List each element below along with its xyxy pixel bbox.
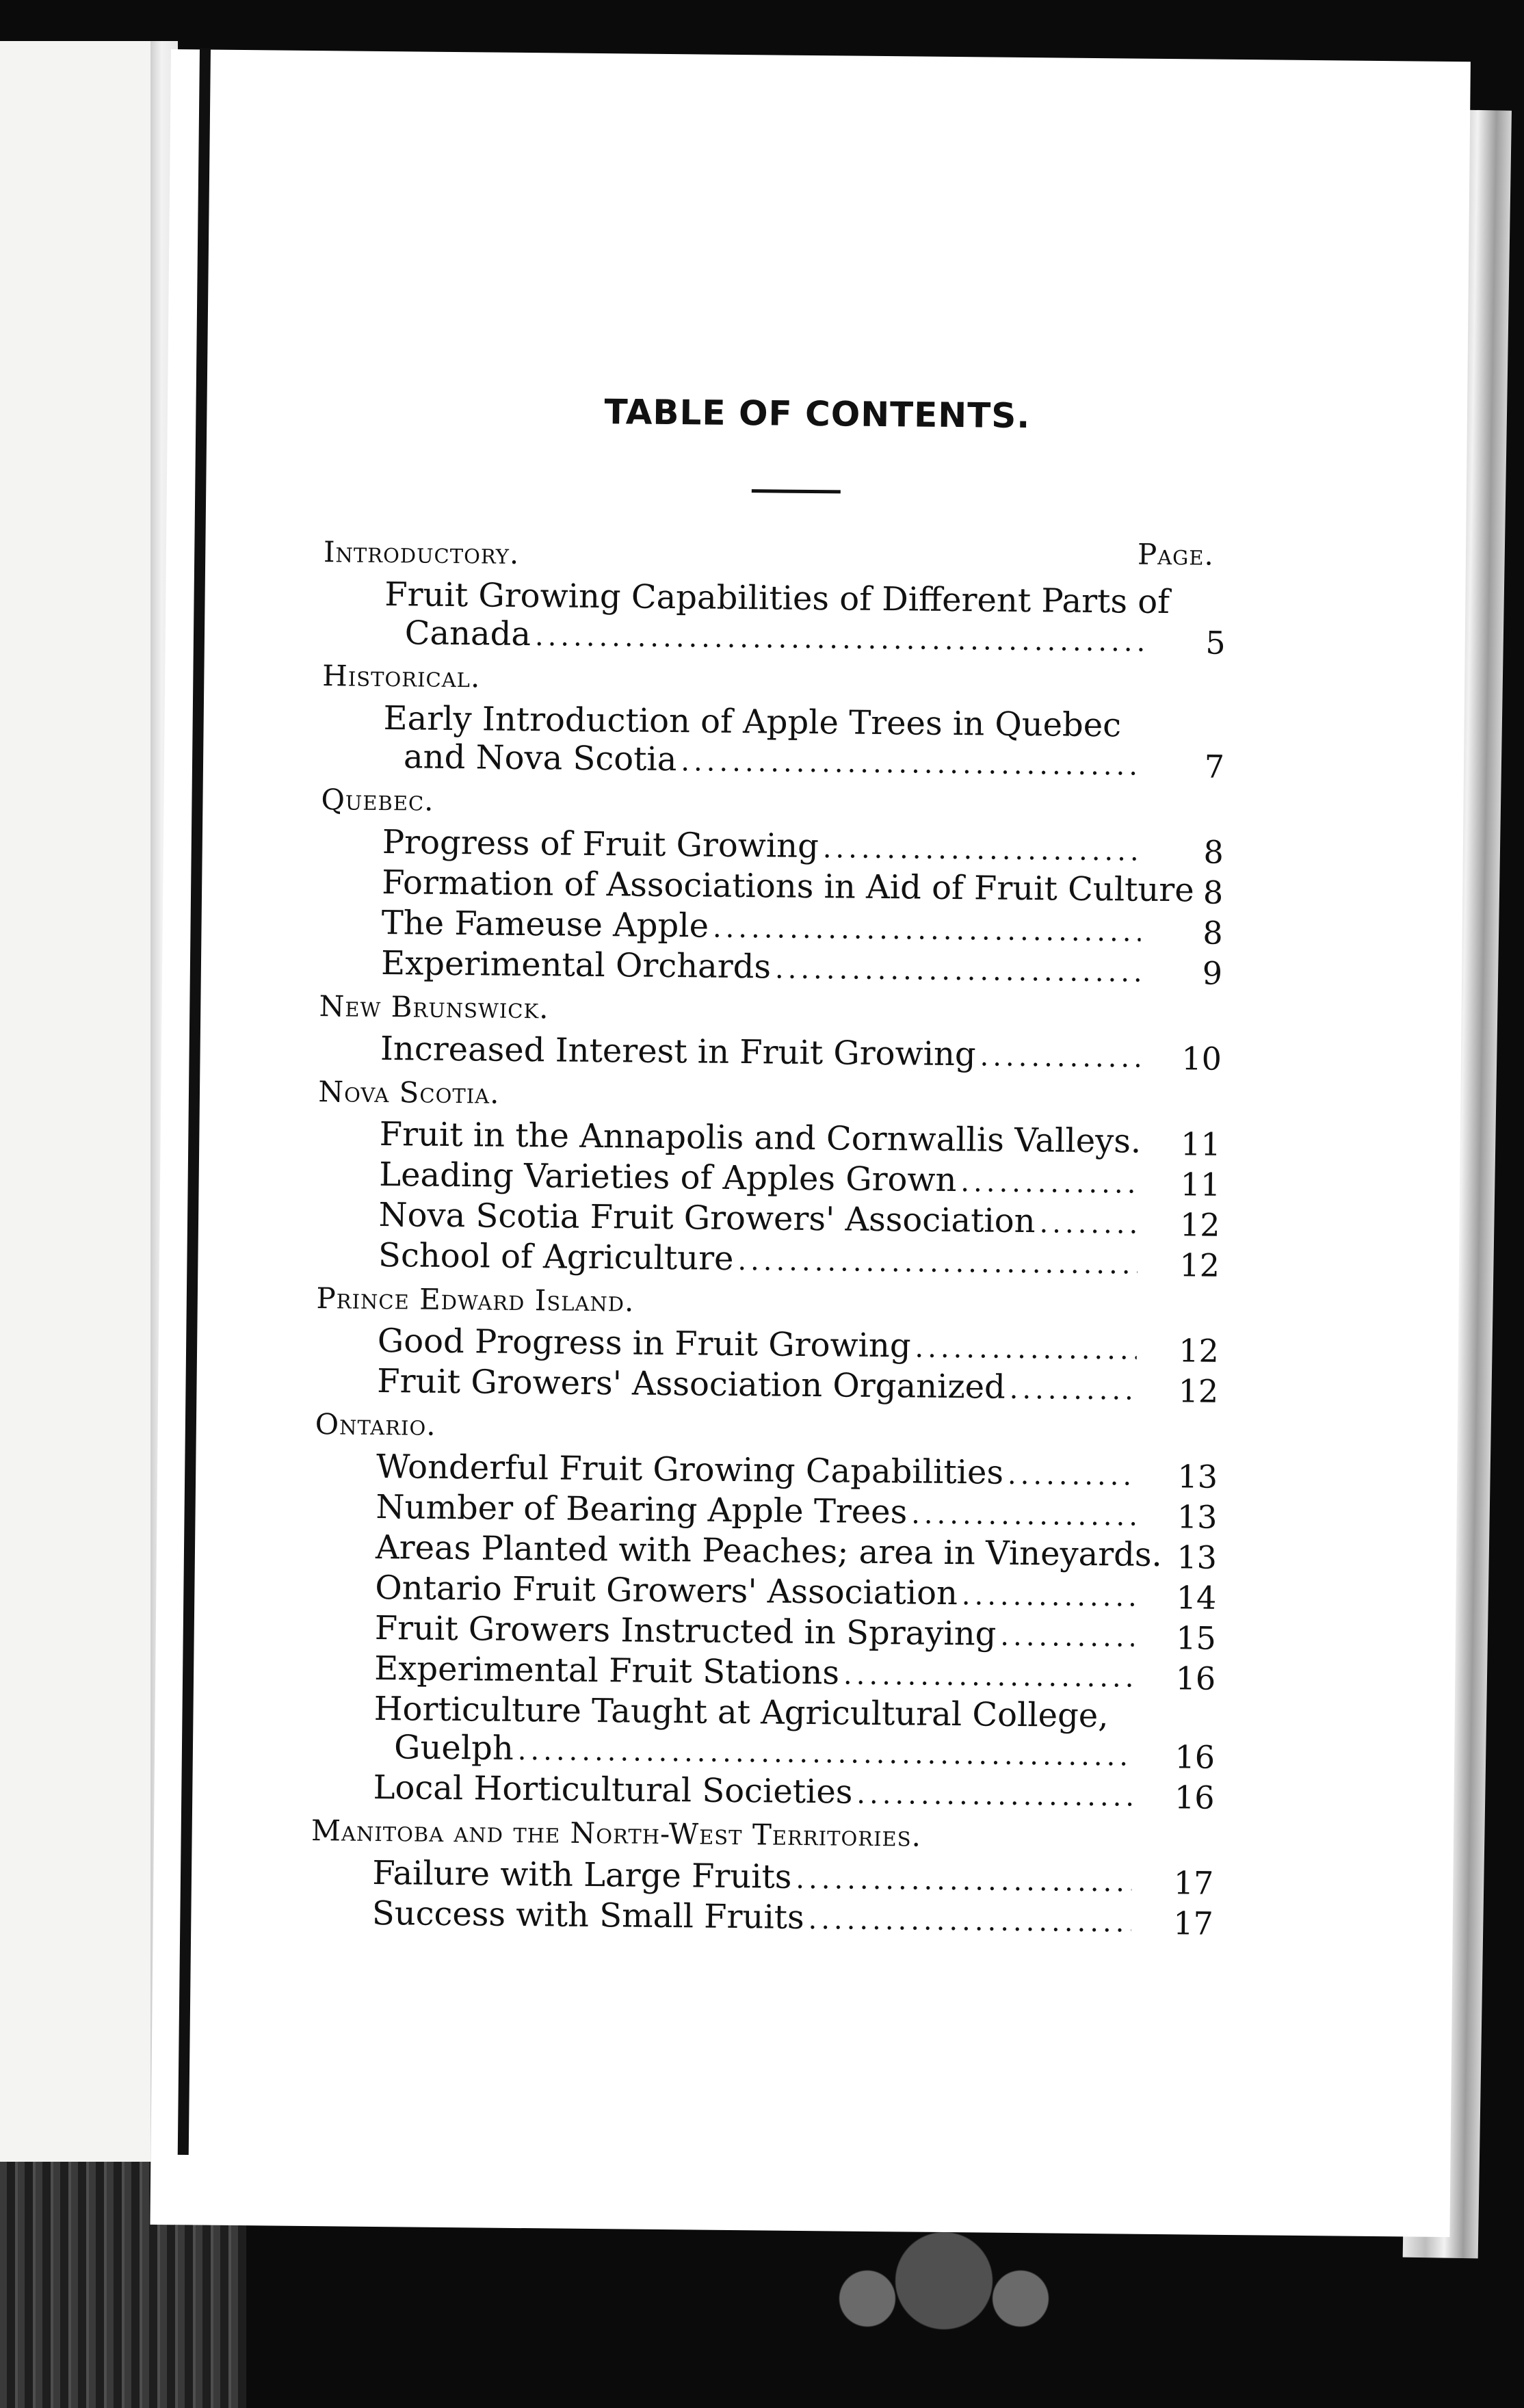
toc-page-number: 11 [1180,1166,1221,1203]
dot-leader [980,1037,1140,1077]
toc-entry [323,575,1226,662]
toc-page-number: 12 [1179,1206,1220,1244]
section-heading: New Brunswick. [319,989,549,1025]
toc-entry-text: The Fameuse Apple [381,904,709,945]
title-rule [752,489,841,493]
dot-leader [535,617,1144,662]
section-heading: Ontario. [315,1407,436,1442]
toc-entry-text: Fruit Growing Capabilities of Different Parts of [384,575,1170,622]
toc-entry-text: Experimental Orchards [380,944,772,986]
toc-entry [319,1029,1222,1078]
toc-entry-text: Early Introduction of Apple Trees in Quebec [383,699,1122,745]
toc-entry-text: Nova Scotia Fruit Growers' Association [378,1195,1036,1241]
toc-page-number: 13 [1177,1539,1218,1576]
toc-entry-text: Failure with Large Fruits [372,1853,792,1896]
toc-page-number: 11 [1180,1125,1221,1163]
dot-leader [915,1329,1137,1370]
dot-leader [808,1900,1131,1942]
toc-entry-text: Ontario Fruit Growers' Association [375,1568,958,1613]
facing-page [0,41,161,2162]
dot-leader [856,1775,1133,1816]
toc-entry-text: Areas Planted with Peaches; area in Vineyards. [375,1528,1163,1575]
book-page [150,49,1470,2237]
toc-page-number: 16 [1174,1779,1215,1816]
toc-page-number: 8 [1203,833,1224,871]
toc-page-number: 8 [1203,874,1224,911]
dot-leader [713,909,1141,952]
dot-leader [1145,1125,1146,1163]
section-heading: Introductory. [323,535,520,571]
toc-entry [311,1768,1215,1817]
cover-ornament [752,2210,1135,2387]
toc-entry-text: Good Progress in Fruit Growing [377,1321,911,1365]
toc-entry-text: Experimental Fruit Stations [374,1649,840,1692]
toc-entry-text: Number of Bearing Apple Trees [376,1487,908,1532]
dot-leader [960,1163,1138,1203]
section-heading: Historical. [321,659,481,694]
toc-entry-text: Local Horticultural Societies [373,1768,853,1811]
dot-leader [796,1860,1131,1902]
dot-leader [1039,1204,1138,1243]
dot-leader [775,950,1141,992]
toc-page-number: 5 [1205,624,1226,662]
toc-page-number: 17 [1173,1864,1214,1902]
section-heading: Prince Edward Island. [316,1281,635,1318]
dot-leader [823,829,1142,870]
toc-entry-text: Success with Small Fruits [371,1894,804,1937]
toc-entry-text: and Nova Scotia [403,737,677,779]
table-of-contents [311,529,1227,1943]
toc-entry-text: Formation of Associations in Aid of Fruit Culture [382,863,1194,910]
dot-leader [737,1242,1138,1284]
page-column-label: Page. [1137,537,1215,572]
toc-page-number: 12 [1179,1246,1220,1284]
toc-page-number: 12 [1178,1372,1219,1410]
toc-entry-text: Leading Varieties of Apples Grown [378,1155,957,1200]
section-heading: Nova Scotia. [318,1075,500,1110]
toc-page-number: 13 [1177,1458,1218,1495]
dot-leader [911,1495,1135,1535]
toc-entry-text: Fruit Growers' Association Organized [377,1361,1006,1406]
section-heading: Manitoba and the North-West Territories. [311,1814,922,1853]
toc-entry-text: Progress of Fruit Growing [382,823,819,866]
toc-entry [312,1689,1216,1777]
dot-leader [1008,1456,1136,1495]
dot-leader [843,1656,1134,1697]
page-title: TABLE OF CONTENTS. [604,392,1031,436]
dot-leader [962,1576,1135,1616]
toc-page-number: 9 [1202,954,1223,992]
toc-page-number: 17 [1172,1905,1214,1942]
toc-page-number: 16 [1175,1660,1216,1697]
toc-page-number: 16 [1174,1738,1216,1776]
dot-leader [1000,1617,1134,1657]
toc-page-number: 14 [1176,1579,1217,1617]
toc-entry-text: Wonderful Fruit Growing Capabilities [376,1447,1004,1492]
toc-entry-text: Horticulture Taught at Agricultural College, [373,1689,1109,1736]
section-heading: Quebec. [321,783,434,817]
dot-leader [518,1731,1133,1776]
toc-page-number: 8 [1203,914,1223,952]
toc-entry [317,1235,1220,1285]
toc-page-number: 15 [1175,1619,1217,1657]
toc-entry-text: Fruit in the Annapolis and Cornwallis Valleys. [379,1115,1142,1161]
toc-entry-text: Canada [404,614,531,654]
toc-entry-text: Fruit Growers Instructed in Spraying [374,1608,997,1653]
toc-entry-text: School of Agriculture [378,1235,734,1278]
dot-leader [1009,1370,1136,1410]
toc-entry-text: Guelph [393,1728,514,1768]
toc-page-number: 10 [1181,1040,1222,1077]
toc-entry-text: Increased Interest in Fruit Growing [380,1030,976,1074]
toc-entry [311,1894,1214,1943]
toc-page-number: 7 [1204,748,1225,785]
toc-page-number: 13 [1177,1498,1218,1536]
toc-entry [321,698,1225,786]
toc-page-number: 12 [1179,1332,1220,1370]
dot-leader [681,742,1142,785]
